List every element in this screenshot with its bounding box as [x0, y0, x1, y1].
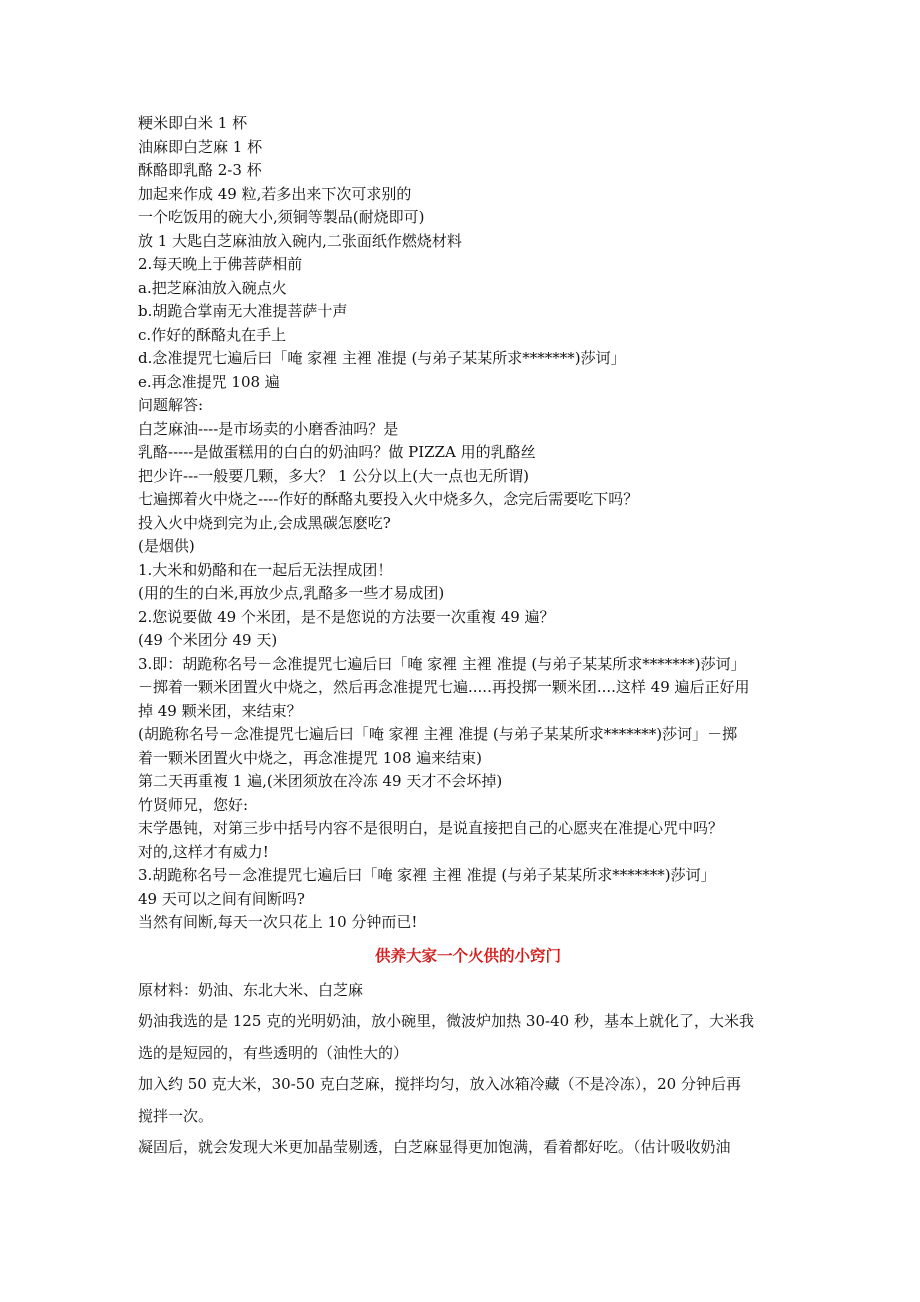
text-line: 乳酪-----是做蛋糕用的白白的奶油吗？做 PIZZA 用的乳酪丝: [138, 443, 536, 461]
text-line: 49 天可以之间有间断吗?: [138, 889, 305, 908]
paragraph-line: 凝固后，就会发现大米更加晶莹剔透，白芝麻显得更加饱满，看着都好吃。（估计吸收奶油: [138, 1138, 731, 1156]
text-line: 放 1 大匙白芝麻油放入碗内,二张面纸作燃烧材料: [138, 231, 462, 250]
text-line: 酥酪即乳酪 2-3 杯: [138, 161, 262, 179]
text-line: 白芝麻油----是市场卖的小磨香油吗？是: [138, 419, 399, 438]
text-line: 投入火中烧到完为止,会成黑碳怎麽吃?: [138, 513, 391, 532]
text-line: 竹贤师兄，您好:: [138, 795, 249, 814]
text-line: 着一颗米团置火中烧之，再念准提咒 108 遍来结束): [138, 748, 483, 767]
text-line: 一个吃饭用的碗大小,须铜等製品(耐烧即可): [138, 208, 425, 226]
text-line: 1.大米和奶酪和在一起后无法捏成团！: [138, 560, 393, 579]
text-line: c.作好的酥酪丸在手上: [138, 325, 287, 344]
text-line: 问题解答:: [138, 396, 204, 414]
text-line: 3.胡跪称名号－念准提咒七遍后曰「唵 家裡 主裡 准提 (与弟子某某所求*******)莎诃」: [138, 866, 716, 884]
text-line: 3.即：胡跪称名号－念准提咒七遍后曰「唵 家裡 主裡 准提 (与弟子某某所求*******)莎诃」: [138, 654, 746, 673]
text-line: 七遍掷着火中烧之----作好的酥酪丸要投入火中烧多久，念完后需要吃下吗？: [138, 490, 639, 508]
ritual-notes: [138, 112, 798, 935]
text-line: b.胡跪合掌南无大准提菩萨十声: [138, 302, 348, 320]
section-heading: 供养大家一个火供的小窍门: [374, 946, 561, 965]
text-line: 掉 49 颗米团，来结束？: [138, 701, 302, 720]
text-line: a.把芝麻油放入碗点火: [138, 278, 287, 297]
text-line: 油麻即白芝麻 1 杯: [138, 137, 263, 156]
text-line: (是烟供): [138, 537, 195, 555]
paragraph-line: 原材料：奶油、东北大米、白芝麻: [138, 980, 364, 999]
text-line: －掷着一颗米团置火中烧之，然后再念准提咒七遍.....再投掷一颗米团....这样 49 遍后正好用: [138, 678, 750, 696]
text-line: 加起来作成 49 粒,若多出来下次可求别的: [138, 184, 412, 203]
text-line: 当然有间断,每天一次只花上 10 分钟而已!: [138, 913, 418, 931]
recipe-paragraphs: [138, 975, 798, 1164]
text-line: e.再念准提咒 108 遍: [138, 372, 280, 391]
paragraph-line: 加入约 50 克大米，30-50 克白芝麻，搅拌均匀，放入冰箱冷藏（不是冷冻），20 分钟后再: [138, 1075, 741, 1093]
text-line: 把少许---一般要几颗，多大？ 1 公分以上(大一点也无所谓): [138, 466, 529, 485]
text-line: 2.每天晚上于佛菩萨相前: [138, 255, 303, 273]
text-line: 粳米即白米 1 杯: [138, 114, 248, 132]
paragraph-line: 奶油我选的是 125 克的光明奶油，放小碗里，微波炉加热 30-40 秒，基本上就化了，大米我: [138, 1012, 754, 1030]
paragraph-line: 选的是短园的，有些透明的（油性大的）: [138, 1043, 409, 1062]
text-line: 2.您说要做 49 个米团，是不是您说的方法要一次重複 49 遍？: [138, 607, 555, 626]
text-line: (用的生的白米,再放少点,乳酪多一些才易成团): [138, 584, 445, 602]
text-line: d.念准提咒七遍后曰「唵 家裡 主裡 准提 (与弟子某某所求*******)莎诃」: [138, 349, 626, 367]
text-line: 末学愚钝，对第三步中括号内容不是很明白，是说直接把自己的心愿夹在准提心咒中吗？: [138, 819, 724, 837]
paragraph-line: 搅拌一次。: [138, 1106, 214, 1125]
document-body: [138, 112, 798, 1164]
text-line: (胡跪称名号－念准提咒七遍后曰「唵 家裡 主裡 准提 (与弟子某某所求*******)莎诃」－掷: [138, 725, 738, 743]
text-line: 第二天再重複 1 遍,(米团须放在冷冻 49 天才不会坏掉): [138, 772, 503, 790]
text-line: 对的,这样才有威力!: [138, 842, 269, 861]
text-line: (49 个米团分 49 天): [138, 631, 278, 649]
